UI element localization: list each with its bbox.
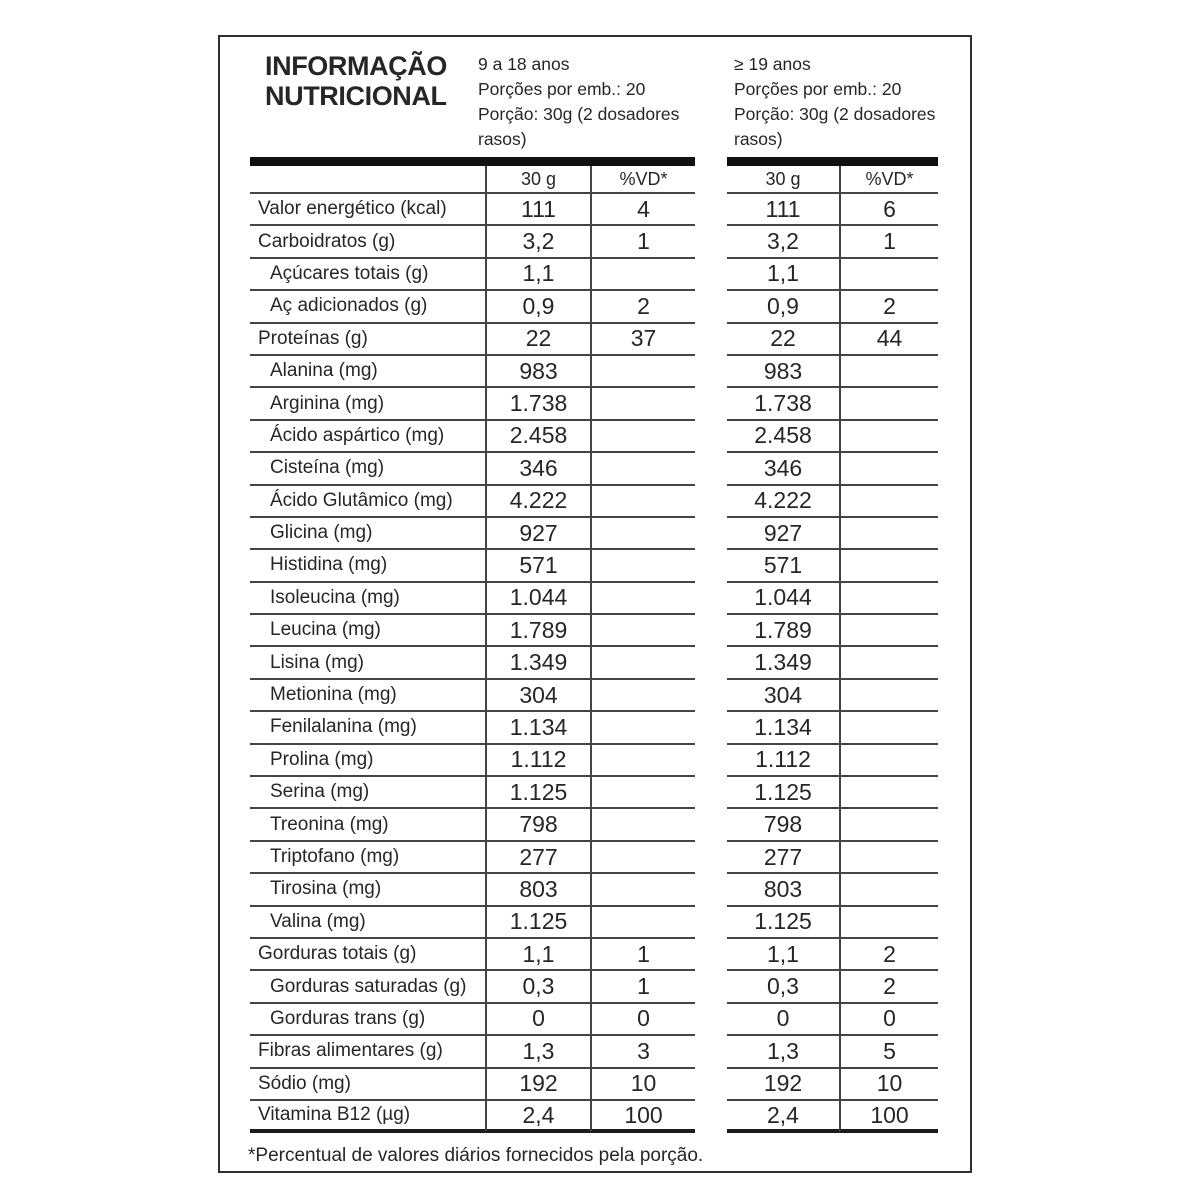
row-label: Gorduras totais (g) [250,939,485,971]
column-header-amount-9-18: 30 g [485,166,590,194]
amount-9-18: 0 [485,1004,590,1036]
amount-9-18: 0,3 [485,971,590,1003]
column-gap [695,1004,727,1036]
column-gap [695,874,727,906]
column-gap [695,226,727,258]
group-header-9-18 [478,52,703,152]
vd-9-18 [590,259,695,291]
column-gap [695,518,727,550]
column-gap [695,907,727,939]
row-label: Fenilalanina (mg) [250,712,485,744]
vd-19plus [839,356,938,388]
amount-19plus: 983 [727,356,839,388]
row-label: Açúcares totais (g) [250,259,485,291]
vd-9-18: 1 [590,939,695,971]
amount-19plus: 2.458 [727,421,839,453]
row-label: Metionina (mg) [250,680,485,712]
nutrition-facts-panel [218,35,972,1173]
amount-19plus: 2,4 [727,1101,839,1133]
amount-9-18: 346 [485,453,590,485]
vd-19plus [839,745,938,777]
column-gap [695,324,727,356]
amount-19plus: 346 [727,453,839,485]
vd-9-18 [590,777,695,809]
column-gap [695,356,727,388]
vd-19plus [839,486,938,518]
column-gap [695,939,727,971]
row-label: Valina (mg) [250,907,485,939]
vd-9-18: 0 [590,1004,695,1036]
row-label: Gorduras trans (g) [250,1004,485,1036]
amount-9-18: 192 [485,1069,590,1101]
servings-per-pack-9-18: Porções por emb.: 20 [478,79,646,99]
row-label: Glicina (mg) [250,518,485,550]
vd-19plus [839,453,938,485]
amount-9-18: 0,9 [485,291,590,323]
row-label: Leucina (mg) [250,615,485,647]
vd-9-18 [590,486,695,518]
vd-9-18 [590,842,695,874]
row-label: Cisteína (mg) [250,453,485,485]
amount-9-18: 571 [485,550,590,582]
amount-9-18: 983 [485,356,590,388]
vd-9-18: 2 [590,291,695,323]
amount-9-18: 803 [485,874,590,906]
footnote: *Percentual de valores diários fornecidos pela porção. [248,1145,704,1166]
vd-19plus [839,421,938,453]
vd-9-18 [590,874,695,906]
vd-9-18: 1 [590,971,695,1003]
panel-title: INFORMAÇÃO NUTRICIONAL [265,51,447,111]
row-label: Lisina (mg) [250,647,485,679]
amount-19plus: 192 [727,1069,839,1101]
amount-9-18: 1,1 [485,259,590,291]
column-gap [695,809,727,841]
row-label: Alanina (mg) [250,356,485,388]
vd-19plus [839,583,938,615]
amount-9-18: 927 [485,518,590,550]
vd-19plus [839,680,938,712]
amount-19plus: 111 [727,194,839,226]
column-gap [695,583,727,615]
amount-9-18: 4.222 [485,486,590,518]
amount-19plus: 277 [727,842,839,874]
amount-9-18: 798 [485,809,590,841]
row-label: Prolina (mg) [250,745,485,777]
amount-19plus: 1,1 [727,939,839,971]
group-header-19plus [734,52,959,152]
amount-19plus: 1.125 [727,907,839,939]
row-label: Triptofano (mg) [250,842,485,874]
vd-9-18: 1 [590,226,695,258]
amount-19plus: 1.789 [727,615,839,647]
row-label: Vitamina B12 (µg) [250,1101,485,1133]
row-label: Gorduras saturadas (g) [250,971,485,1003]
vd-19plus [839,615,938,647]
amount-9-18: 1,3 [485,1036,590,1068]
row-label: Valor energético (kcal) [250,194,485,226]
vd-19plus [839,842,938,874]
row-label: Proteínas (g) [250,324,485,356]
vd-19plus [839,712,938,744]
amount-19plus: 571 [727,550,839,582]
amount-19plus: 1,1 [727,259,839,291]
vd-9-18: 4 [590,194,695,226]
amount-9-18: 304 [485,680,590,712]
amount-19plus: 803 [727,874,839,906]
vd-19plus [839,874,938,906]
amount-19plus: 0,9 [727,291,839,323]
column-gap [695,259,727,291]
vd-19plus [839,907,938,939]
amount-9-18: 2.458 [485,421,590,453]
vd-9-18: 37 [590,324,695,356]
heavy-rule-left [250,157,695,166]
amount-9-18: 3,2 [485,226,590,258]
row-label: Aç adicionados (g) [250,291,485,323]
row-label: Isoleucina (mg) [250,583,485,615]
column-gap [695,388,727,420]
vd-19plus: 44 [839,324,938,356]
vd-9-18 [590,615,695,647]
vd-19plus: 2 [839,971,938,1003]
row-label: Arginina (mg) [250,388,485,420]
vd-19plus: 0 [839,1004,938,1036]
column-gap [695,1036,727,1068]
column-header-vd-9-18: %VD* [590,166,695,194]
row-label: Carboidratos (g) [250,226,485,258]
column-gap [695,615,727,647]
column-gap [695,1101,727,1133]
portion-9-18: Porção: 30g (2 dosadores rasos) [478,104,680,149]
vd-9-18 [590,907,695,939]
amount-9-18: 1.789 [485,615,590,647]
column-gap [695,291,727,323]
vd-19plus: 5 [839,1036,938,1068]
vd-19plus: 2 [839,939,938,971]
column-gap [695,712,727,744]
vd-9-18 [590,388,695,420]
amount-9-18: 1.125 [485,907,590,939]
column-gap [695,647,727,679]
vd-9-18: 3 [590,1036,695,1068]
amount-9-18: 1.112 [485,745,590,777]
column-header-vd-19plus: %VD* [839,166,938,194]
vd-9-18 [590,745,695,777]
vd-19plus: 10 [839,1069,938,1101]
vd-19plus [839,647,938,679]
amount-9-18: 1.738 [485,388,590,420]
vd-19plus: 100 [839,1101,938,1133]
amount-19plus: 3,2 [727,226,839,258]
row-label: Treonina (mg) [250,809,485,841]
amount-19plus: 927 [727,518,839,550]
column-gap [695,680,727,712]
amount-9-18: 1,1 [485,939,590,971]
age-range-9-18: 9 a 18 anos [478,54,570,74]
row-label: Tirosina (mg) [250,874,485,906]
vd-19plus [839,809,938,841]
column-gap [695,971,727,1003]
vd-9-18 [590,809,695,841]
amount-9-18: 1.134 [485,712,590,744]
amount-19plus: 0 [727,1004,839,1036]
amount-19plus: 1.134 [727,712,839,744]
column-gap [695,421,727,453]
vd-19plus: 6 [839,194,938,226]
amount-9-18: 1.349 [485,647,590,679]
column-gap [695,842,727,874]
vd-9-18 [590,583,695,615]
column-header-spacer [250,166,485,194]
column-gap [695,166,727,194]
row-label: Histidina (mg) [250,550,485,582]
age-range-19plus: ≥ 19 anos [734,54,811,74]
row-label: Sódio (mg) [250,1069,485,1101]
amount-9-18: 1.044 [485,583,590,615]
amount-9-18: 1.125 [485,777,590,809]
amount-9-18: 277 [485,842,590,874]
vd-9-18 [590,453,695,485]
vd-9-18 [590,356,695,388]
vd-9-18 [590,680,695,712]
amount-9-18: 111 [485,194,590,226]
amount-19plus: 22 [727,324,839,356]
amount-19plus: 1,3 [727,1036,839,1068]
column-gap [695,486,727,518]
amount-19plus: 1.349 [727,647,839,679]
column-header-amount-19plus: 30 g [727,166,839,194]
column-gap [695,550,727,582]
amount-19plus: 304 [727,680,839,712]
heavy-rule-right [727,157,938,166]
vd-9-18: 100 [590,1101,695,1133]
column-gap [695,1069,727,1101]
amount-19plus: 4.222 [727,486,839,518]
vd-19plus: 1 [839,226,938,258]
vd-19plus [839,388,938,420]
row-label: Ácido Glutâmico (mg) [250,486,485,518]
amount-19plus: 1.738 [727,388,839,420]
vd-9-18 [590,712,695,744]
column-gap [695,745,727,777]
servings-per-pack-19plus: Porções por emb.: 20 [734,79,902,99]
amount-19plus: 1.112 [727,745,839,777]
amount-19plus: 1.125 [727,777,839,809]
vd-19plus [839,518,938,550]
vd-19plus [839,259,938,291]
portion-19plus: Porção: 30g (2 dosadores rasos) [734,104,936,149]
amount-19plus: 798 [727,809,839,841]
vd-19plus: 2 [839,291,938,323]
amount-9-18: 2,4 [485,1101,590,1133]
column-gap [695,453,727,485]
row-label: Fibras alimentares (g) [250,1036,485,1068]
nutrition-table [250,166,938,1133]
vd-9-18 [590,518,695,550]
vd-19plus [839,550,938,582]
vd-19plus [839,777,938,809]
amount-19plus: 1.044 [727,583,839,615]
amount-9-18: 22 [485,324,590,356]
row-label: Serina (mg) [250,777,485,809]
vd-9-18 [590,421,695,453]
vd-9-18 [590,550,695,582]
row-label: Ácido aspártico (mg) [250,421,485,453]
amount-19plus: 0,3 [727,971,839,1003]
column-gap [695,777,727,809]
vd-9-18 [590,647,695,679]
vd-9-18: 10 [590,1069,695,1101]
column-gap [695,194,727,226]
